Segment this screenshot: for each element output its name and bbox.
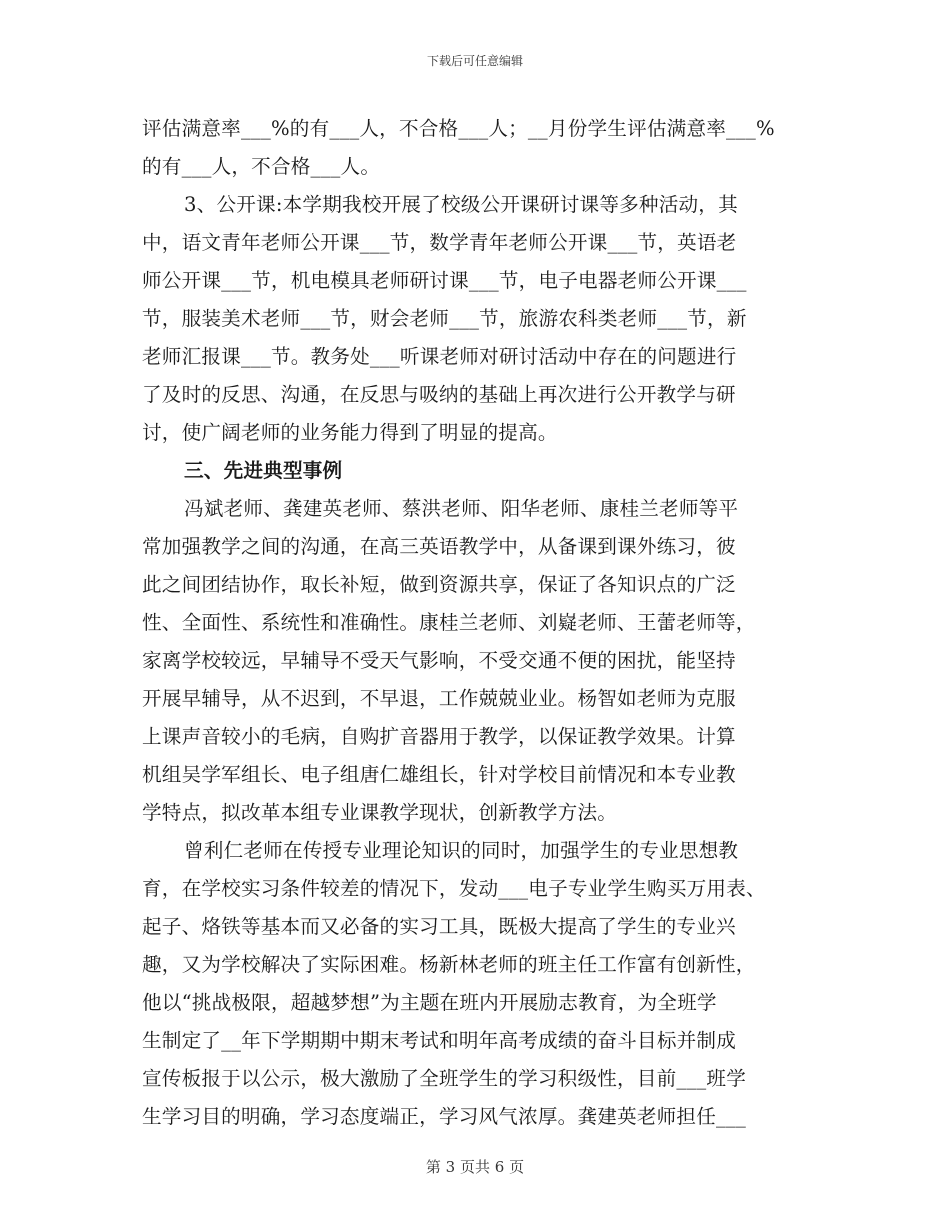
paragraph-start-line: 曾利仁老师在传授专业理论知识的同时，加强学生的专业思想教 [184,839,739,862]
body-line: 性、全面性、系统性和准确性。康桂兰老师、刘嶷老师、王蕾老师等， [142,611,756,634]
body-line: 常加强教学之间的沟通，在高三英语教学中，从备课到课外练习，彼 [142,535,736,558]
body-line: 上课声音较小的毛病，自购扩音器用于教学，以保证教学效果。计算 [142,725,736,748]
page-header: 下载后可任意编辑 [426,54,523,68]
body-line: 此之间团结协作，取长补短，做到资源共享，保证了各知识点的广泛 [142,573,736,596]
body-line: 中，语文青年老师公开课___节，数学青年老师公开课___节，英语老 [142,231,737,254]
body-line: 趣，又为学校解决了实际困难。杨新林老师的班主任工作富有创新性， [142,953,756,976]
section-heading: 三、先进典型事例 [184,459,343,482]
body-line: 宣传板报于以公示，极大激励了全班学生的学习积级性，目前___班学 [142,1067,747,1090]
body-line: 机组吴学军组长、电子组唐仁雄组长，针对学校目前情况和本专业教 [142,763,736,786]
body-line: 开展早辅导，从不迟到，不早退，工作兢兢业业。杨智如老师为克服 [142,687,736,710]
page-number: 第 3 页共 6 页 [425,1158,525,1176]
body-line: 生制定了__年下学期期中期末考试和明年高考成绩的奋斗目标并制成 [142,1029,737,1052]
body-line: 老师汇报课___节。教务处___听课老师对研讨活动中存在的问题进行 [142,345,737,368]
body-line: 育，在学校实习条件较差的情况下，发动___电子专业学生购买万用表、 [142,877,766,900]
body-line: 师公开课___节，机电模具老师研讨课___节，电子电器老师公开课___ [142,269,747,292]
paragraph-start-line: 冯斌老师、龚建英老师、蔡洪老师、阳华老师、康桂兰老师等平 [184,497,739,520]
body-line: 的有___人，不合格___人。 [142,155,381,178]
body-line: 讨，使广阔老师的业务能力得到了明显的提高。 [142,421,558,444]
body-line: 了及时的反思、沟通，在反思与吸纳的基础上再次进行公开教学与研 [142,383,736,406]
body-line: 起子、烙铁等基本而又必备的实习工具，既极大提高了学生的专业兴 [142,915,736,938]
body-line: 他以“挑战极限，超越梦想”为主题在班内开展励志教育，为全班学 [142,991,717,1014]
paragraph-start-line: 3、公开课:本学期我校开展了校级公开课研讨课等多种活动，其 [184,193,738,216]
body-line: 生学习目的明确，学习态度端正，学习风气浓厚。龚建英老师担任___ [142,1105,747,1128]
body-line: 评估满意率___%的有___人，不合格___人；__月份学生评估满意率___% [142,117,775,140]
body-line: 学特点，拟改革本组专业课教学现状，创新教学方法。 [142,801,618,824]
body-line: 节，服装美术老师___节，财会老师___节，旅游农科类老师___节，新 [142,307,747,330]
document-body [142,110,832,1136]
body-line: 家离学校较远，早辅导不受天气影响，不受交通不便的困扰，能坚持 [142,649,736,672]
